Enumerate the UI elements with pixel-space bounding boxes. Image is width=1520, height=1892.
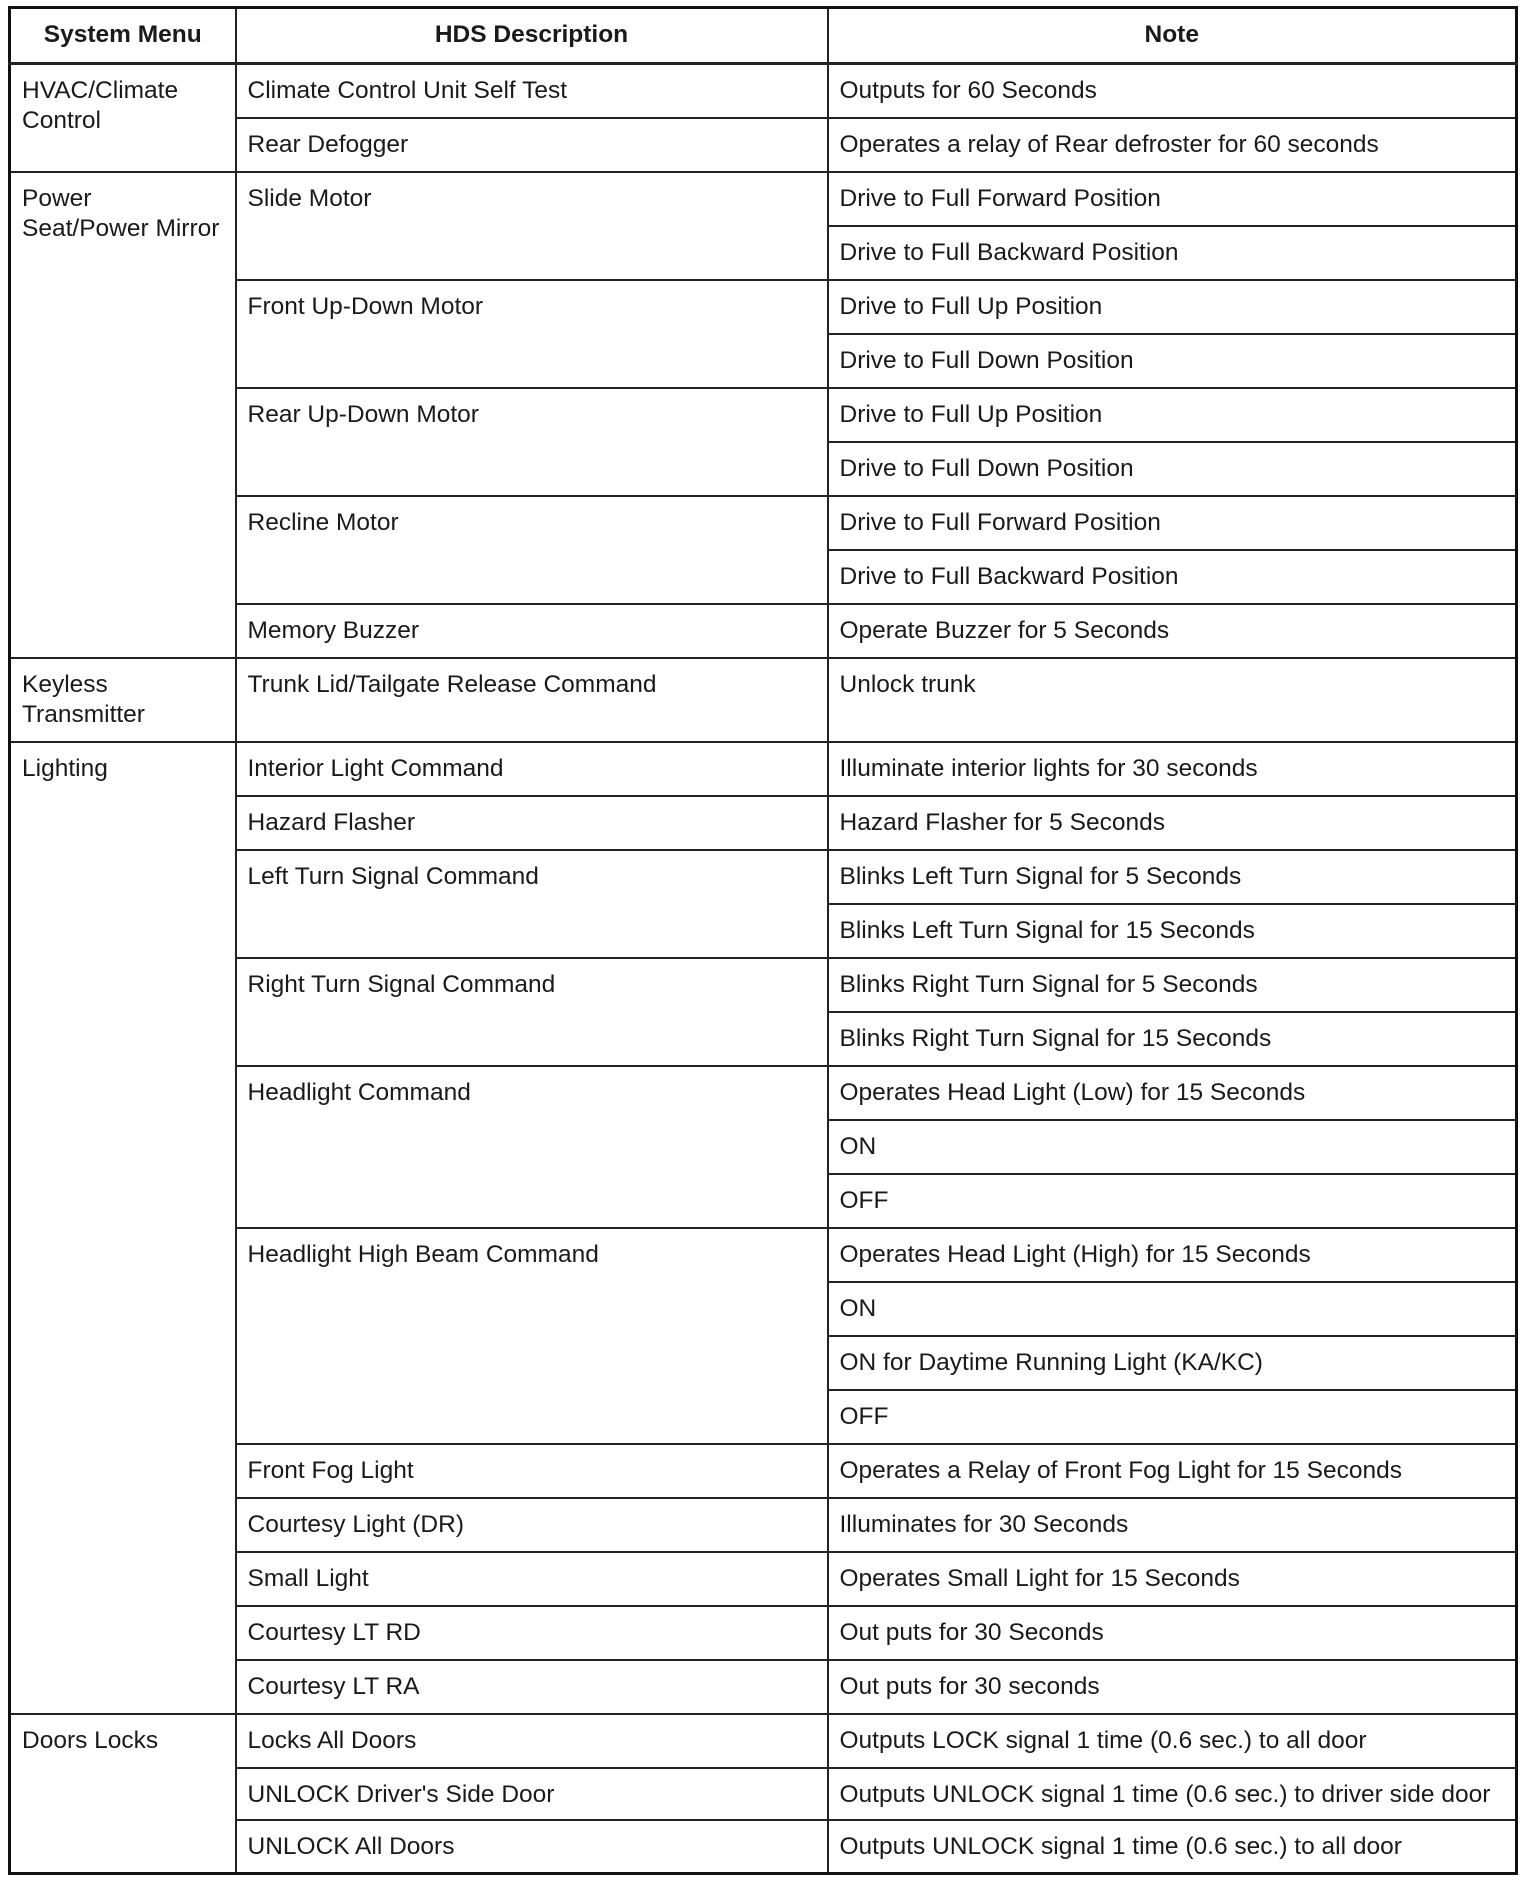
note-cell: ON	[828, 1120, 1517, 1174]
system-cell-hvac: HVAC/Climate Control	[10, 64, 236, 172]
desc-cell: Headlight Command	[236, 1066, 828, 1228]
table-row	[10, 958, 1517, 1012]
note-cell: Out puts for 30 Seconds	[828, 1606, 1517, 1660]
desc-cell: Memory Buzzer	[236, 604, 828, 658]
note-cell: Blinks Left Turn Signal for 15 Seconds	[828, 904, 1517, 958]
note-cell: Drive to Full Up Position	[828, 388, 1517, 442]
note-cell: Operates Head Light (Low) for 15 Seconds	[828, 1066, 1517, 1120]
note-cell: Drive to Full Up Position	[828, 280, 1517, 334]
system-cell-power-seat: Power Seat/Power Mirror	[10, 172, 236, 658]
header-row	[10, 8, 1517, 64]
note-cell: Outputs LOCK signal 1 time (0.6 sec.) to all door	[828, 1714, 1517, 1768]
table-row	[10, 1768, 1517, 1820]
desc-cell: Interior Light Command	[236, 742, 828, 796]
table-row	[10, 118, 1517, 172]
note-cell: ON	[828, 1282, 1517, 1336]
desc-cell: Courtesy Light (DR)	[236, 1498, 828, 1552]
note-cell: Outputs UNLOCK signal 1 time (0.6 sec.) to all door	[828, 1820, 1517, 1874]
note-cell: Operates a relay of Rear defroster for 60 seconds	[828, 118, 1517, 172]
desc-cell: Front Up-Down Motor	[236, 280, 828, 388]
note-cell: OFF	[828, 1174, 1517, 1228]
note-cell: Drive to Full Forward Position	[828, 172, 1517, 226]
desc-cell: Hazard Flasher	[236, 796, 828, 850]
desc-cell: Front Fog Light	[236, 1444, 828, 1498]
note-cell: Unlock trunk	[828, 658, 1517, 742]
note-cell: Illuminates for 30 Seconds	[828, 1498, 1517, 1552]
table-row	[10, 1714, 1517, 1768]
table-row	[10, 64, 1517, 118]
desc-cell: Slide Motor	[236, 172, 828, 280]
desc-cell: Locks All Doors	[236, 1714, 828, 1768]
note-cell: Outputs UNLOCK signal 1 time (0.6 sec.) to driver side door	[828, 1768, 1517, 1820]
system-cell-doors: Doors Locks	[10, 1714, 236, 1874]
hds-function-table	[8, 6, 1518, 1875]
note-cell: Hazard Flasher for 5 Seconds	[828, 796, 1517, 850]
desc-cell: Right Turn Signal Command	[236, 958, 828, 1066]
note-cell: Drive to Full Backward Position	[828, 550, 1517, 604]
desc-cell: Trunk Lid/Tailgate Release Command	[236, 658, 828, 742]
note-cell: Blinks Left Turn Signal for 5 Seconds	[828, 850, 1517, 904]
table-row	[10, 658, 1517, 742]
note-cell: ON for Daytime Running Light (KA/KC)	[828, 1336, 1517, 1390]
desc-cell: Recline Motor	[236, 496, 828, 604]
table-row	[10, 496, 1517, 550]
table-row	[10, 280, 1517, 334]
table-row	[10, 1552, 1517, 1606]
table-row	[10, 1066, 1517, 1120]
header-system-menu: System Menu	[10, 8, 236, 64]
note-cell: OFF	[828, 1390, 1517, 1444]
table-row	[10, 1228, 1517, 1282]
desc-cell: Rear Up-Down Motor	[236, 388, 828, 496]
system-cell-keyless: Keyless Transmitter	[10, 658, 236, 742]
header-hds-description: HDS Description	[236, 8, 828, 64]
desc-cell: Left Turn Signal Command	[236, 850, 828, 958]
table-row	[10, 1606, 1517, 1660]
desc-cell: UNLOCK All Doors	[236, 1820, 828, 1874]
note-cell: Operates Small Light for 15 Seconds	[828, 1552, 1517, 1606]
desc-cell: Small Light	[236, 1552, 828, 1606]
note-cell: Operate Buzzer for 5 Seconds	[828, 604, 1517, 658]
desc-cell: Courtesy LT RA	[236, 1660, 828, 1714]
table-row	[10, 172, 1517, 226]
note-cell: Drive to Full Backward Position	[828, 226, 1517, 280]
table-row	[10, 742, 1517, 796]
desc-cell: Headlight High Beam Command	[236, 1228, 828, 1444]
note-cell: Illuminate interior lights for 30 seconds	[828, 742, 1517, 796]
note-cell: Operates Head Light (High) for 15 Seconds	[828, 1228, 1517, 1282]
header-note: Note	[828, 8, 1517, 64]
note-cell: Blinks Right Turn Signal for 5 Seconds	[828, 958, 1517, 1012]
table-row	[10, 1498, 1517, 1552]
note-cell: Blinks Right Turn Signal for 15 Seconds	[828, 1012, 1517, 1066]
desc-cell: Courtesy LT RD	[236, 1606, 828, 1660]
note-cell: Out puts for 30 seconds	[828, 1660, 1517, 1714]
table-row	[10, 1444, 1517, 1498]
desc-cell: Rear Defogger	[236, 118, 828, 172]
note-cell: Drive to Full Down Position	[828, 442, 1517, 496]
table-row	[10, 1660, 1517, 1714]
table-row	[10, 1820, 1517, 1874]
system-cell-lighting: Lighting	[10, 742, 236, 1714]
note-cell: Outputs for 60 Seconds	[828, 64, 1517, 118]
table-row	[10, 388, 1517, 442]
desc-cell: UNLOCK Driver's Side Door	[236, 1768, 828, 1820]
desc-cell: Climate Control Unit Self Test	[236, 64, 828, 118]
note-cell: Operates a Relay of Front Fog Light for 15 Seconds	[828, 1444, 1517, 1498]
note-cell: Drive to Full Down Position	[828, 334, 1517, 388]
table-row	[10, 850, 1517, 904]
note-cell: Drive to Full Forward Position	[828, 496, 1517, 550]
table-row	[10, 796, 1517, 850]
table-row	[10, 604, 1517, 658]
